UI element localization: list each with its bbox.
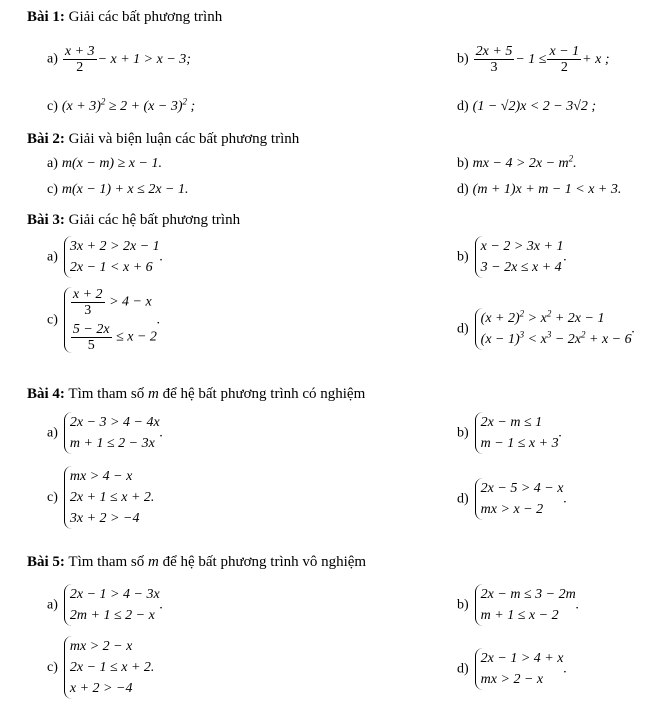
b4-a-system: 2x − 3 > 4 − 4x m + 1 ≤ 2 − 3x — [64, 412, 160, 454]
b3-d-system: $(x + 2)^2 > x^2 + 2x - 1$ $(x - 1)^3 < x^3 - 2x^2 + x - 6$ — [475, 308, 632, 350]
b5-b-system: 2x − m ≤ 3 − 2m m + 1 ≤ x − 2 — [475, 584, 576, 626]
b5-a-system: 2x − 1 > 4 − 3x 2m + 1 ≤ 2 − x — [64, 584, 160, 626]
b1-a-fraction: $\frac{x + 3}{2}$ — [64, 44, 95, 75]
b1-a — [47, 44, 191, 75]
b3-a: a) 3x + 2 > 2x − 1 2x − 1 < x + 6 . — [47, 236, 163, 278]
b5-c-system: mx > 2 − x 2x − 1 ≤ x + 2. x + 2 > −4 — [64, 636, 155, 699]
b1-d — [457, 97, 596, 115]
b5-d-system: 2x − 1 > 4 + x mx > 2 − x — [475, 648, 564, 690]
b3-c: c) $\frac{x + 2}{3}$ > 4 − x $\frac{5 - 2x}{5}$ ≤ x − 2 . — [47, 287, 161, 353]
b2-a: a) m(x − m) ≥ x − 1. — [47, 156, 162, 171]
b1-c-label: c) — [47, 99, 58, 114]
b4-heading: Bài 4: Tìm tham số m để hệ bất phương trình có nghiệm — [27, 386, 366, 402]
b5-b: b) 2x − m ≤ 3 − 2m m + 1 ≤ x − 2 . — [457, 584, 579, 626]
b2-c: c) m(x − 1) + x ≤ 2x − 1. — [47, 182, 189, 197]
b1-d-label: d) — [457, 99, 469, 114]
b1-title: Giải các bất phương trình — [64, 9, 223, 25]
b5-number: Bài 5: — [27, 554, 65, 570]
b2-d-expr: (m + 1)x + m − 1 < x + 3. — [472, 182, 622, 197]
b2-d: d) (m + 1)x + m − 1 < x + 3. — [457, 182, 622, 197]
b1-a-label: a) — [47, 51, 58, 67]
b2-c-expr: m(x − 1) + x ≤ 2x − 1. — [61, 182, 189, 197]
b4-number: Bài 4: — [27, 386, 65, 402]
b2-b: b) mx − $4 > 2x - m^2$. — [457, 153, 577, 171]
b4-c-system: mx > 4 − x 2x + 1 ≤ x + 2. 3x + 2 > −4 — [64, 466, 155, 529]
b3-heading — [27, 212, 240, 229]
b5-a: a) 2x − 1 > 4 − 3x 2m + 1 ≤ 2 − x . — [47, 584, 163, 626]
b4-b: b) 2x − m ≤ 1 m − 1 ≤ x + 3 . — [457, 412, 562, 454]
b1-b — [457, 44, 609, 75]
b1-heading — [27, 9, 222, 26]
b3-c-system: $\frac{x + 2}{3}$ > 4 − x $\frac{5 - 2x}{5}$ ≤ x − 2 — [64, 287, 157, 353]
b2-a-expr: m(x − m) ≥ x − 1. — [61, 156, 162, 171]
b4-b-system: 2x − m ≤ 1 m − 1 ≤ x + 3 — [475, 412, 559, 454]
b3-d: d) $(x + 2)^2 > x^2 + 2x - 1$ $(x - 1)^3 < x^3 - 2x^2 + x - 6$ . — [457, 308, 635, 350]
b1-number: Bài 1: — [27, 9, 65, 25]
b4-d-system: 2x − 5 > 4 − x mx > x − 2 — [475, 478, 564, 520]
b2-number: Bài 2: — [27, 131, 65, 147]
b1-a-rest: − x + 1 > x − 3; — [97, 51, 191, 67]
b3-a-system: 3x + 2 > 2x − 1 2x − 1 < x + 6 — [64, 236, 160, 278]
b4-a: a) 2x − 3 > 4 − 4x m + 1 ≤ 2 − 3x . — [47, 412, 163, 454]
b5-d: d) 2x − 1 > 4 + x mx > 2 − x . — [457, 648, 567, 690]
b4-d: d) 2x − 5 > 4 − x mx > x − 2 . — [457, 478, 567, 520]
b1-c: c) $(x + 3)^2 \ge 2 + (x - 3)^2$ ; — [47, 96, 196, 114]
b1-b-fraction-1: $\frac{2x + 5}{3}$ — [475, 44, 513, 75]
b4-c: c) mx > 4 − x 2x + 1 ≤ x + 2. 3x + 2 > −4 — [47, 466, 154, 529]
b2-heading — [27, 131, 299, 148]
b1-b-label: b) — [457, 51, 469, 67]
b2-title: Giải và biện luận các bất phương trình — [64, 131, 300, 147]
b3-b: b) x − 2 > 3x + 1 3 − 2x ≤ x + 4 . — [457, 236, 567, 278]
b1-b-mid: − 1 ≤ — [515, 51, 547, 67]
b3-title: Giải các hệ bất phương trình — [64, 212, 241, 228]
b1-d-expr: (1 − √2)x < 2 − 3√2 ; — [472, 99, 597, 114]
b5-param: m — [147, 554, 159, 570]
b1-b-fraction-2: $\frac{x - 1}{2}$ — [549, 44, 580, 75]
b4-param: m — [147, 386, 159, 402]
b5-heading: Bài 5: Tìm tham số m để hệ bất phương trình vô nghiệm — [27, 554, 367, 570]
b3-b-system: x − 2 > 3x + 1 3 − 2x ≤ x + 4 — [475, 236, 564, 278]
b3-number: Bài 3: — [27, 212, 65, 228]
b1-b-rest: + x ; — [582, 51, 610, 67]
b5-c: c) mx > 2 − x 2x − 1 ≤ x + 2. x + 2 > −4 — [47, 636, 154, 699]
